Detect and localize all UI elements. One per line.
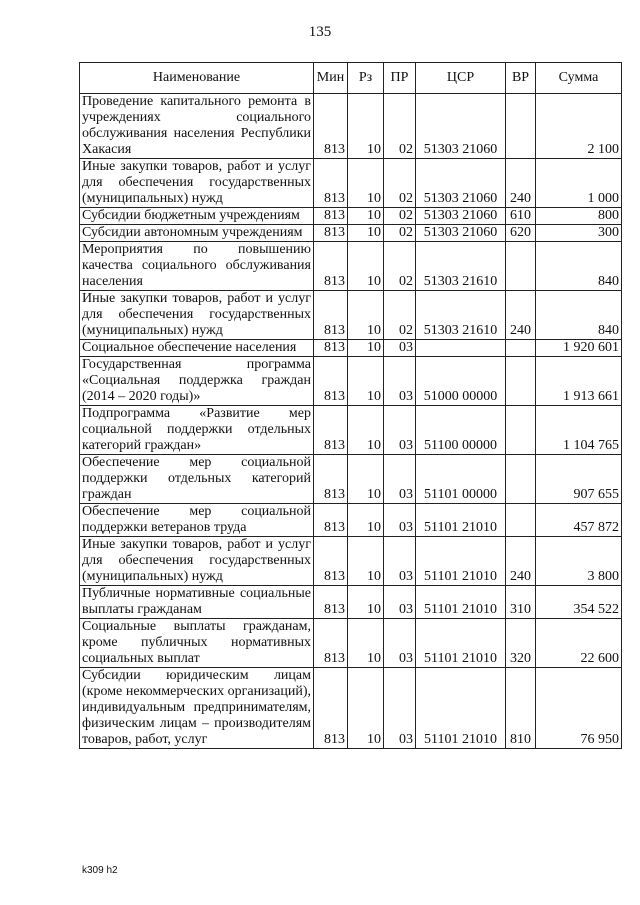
cell-pr: 03 <box>384 668 416 749</box>
cell-min: 813 <box>314 668 348 749</box>
cell-min: 813 <box>314 208 348 225</box>
cell-name: Проведение капитального ремонта в учреждениях социального обслуживания населения Республики Хакасия <box>80 94 314 159</box>
table-body <box>80 94 622 749</box>
cell-vr: 810 <box>506 668 536 749</box>
cell-csr: 51101 00000 <box>416 455 506 504</box>
cell-pr: 03 <box>384 537 416 586</box>
cell-sum: 354 522 <box>536 586 622 619</box>
cell-name: Субсидии автономным учреждениям <box>80 225 314 242</box>
cell-pr: 03 <box>384 586 416 619</box>
cell-rz: 10 <box>348 619 384 668</box>
cell-name: Государственная программа «Социальная поддержка граждан (2014 – 2020 годы)» <box>80 357 314 406</box>
table-row <box>80 455 622 504</box>
header-sum: Сумма <box>536 63 622 94</box>
cell-min: 813 <box>314 159 348 208</box>
cell-min: 813 <box>314 357 348 406</box>
cell-vr <box>506 340 536 357</box>
cell-csr: 51303 21060 <box>416 225 506 242</box>
cell-vr <box>506 242 536 291</box>
cell-name: Иные закупки товаров, работ и услуг для обеспечения государственных (муниципальных) нужд <box>80 291 314 340</box>
cell-csr: 51303 21610 <box>416 242 506 291</box>
cell-pr: 03 <box>384 619 416 668</box>
cell-min: 813 <box>314 619 348 668</box>
cell-csr: 51100 00000 <box>416 406 506 455</box>
header-vr: ВР <box>506 63 536 94</box>
cell-name: Обеспечение мер социальной поддержки ветеранов труда <box>80 504 314 537</box>
table-header <box>80 63 622 94</box>
cell-name: Социальное обеспечение населения <box>80 340 314 357</box>
cell-vr: 320 <box>506 619 536 668</box>
cell-vr: 610 <box>506 208 536 225</box>
cell-min: 813 <box>314 537 348 586</box>
cell-min: 813 <box>314 504 348 537</box>
cell-min: 813 <box>314 455 348 504</box>
cell-csr: 51303 21060 <box>416 208 506 225</box>
cell-sum: 1 913 661 <box>536 357 622 406</box>
cell-csr <box>416 340 506 357</box>
cell-name: Подпрограмма «Развитие мер социальной поддержки отдельных категорий граждан» <box>80 406 314 455</box>
cell-rz: 10 <box>348 504 384 537</box>
cell-sum: 1 000 <box>536 159 622 208</box>
cell-vr <box>506 504 536 537</box>
cell-csr: 51303 21610 <box>416 291 506 340</box>
cell-rz: 10 <box>348 291 384 340</box>
cell-min: 813 <box>314 340 348 357</box>
cell-rz: 10 <box>348 208 384 225</box>
cell-rz: 10 <box>348 455 384 504</box>
cell-sum: 1 920 601 <box>536 340 622 357</box>
cell-rz: 10 <box>348 668 384 749</box>
footer-code: k309 h2 <box>82 865 118 876</box>
cell-min: 813 <box>314 586 348 619</box>
header-name: Наименование <box>80 63 314 94</box>
cell-min: 813 <box>314 225 348 242</box>
cell-name: Иные закупки товаров, работ и услуг для обеспечения государственных (муниципальных) нужд <box>80 537 314 586</box>
cell-rz: 10 <box>348 94 384 159</box>
cell-rz: 10 <box>348 159 384 208</box>
cell-pr: 03 <box>384 357 416 406</box>
cell-min: 813 <box>314 291 348 340</box>
cell-rz: 10 <box>348 340 384 357</box>
cell-csr: 51303 21060 <box>416 94 506 159</box>
cell-name: Субсидии юридическим лицам (кроме некоммерческих организаций), индивидуальным предпринимателям, физическим лицам – производителям товаров, работ, услуг <box>80 668 314 749</box>
cell-vr: 240 <box>506 291 536 340</box>
cell-vr: 240 <box>506 537 536 586</box>
cell-sum: 76 950 <box>536 668 622 749</box>
table-row <box>80 504 622 537</box>
table-row <box>80 406 622 455</box>
cell-sum: 3 800 <box>536 537 622 586</box>
cell-sum: 840 <box>536 242 622 291</box>
cell-pr: 02 <box>384 291 416 340</box>
cell-vr <box>506 357 536 406</box>
cell-sum: 907 655 <box>536 455 622 504</box>
cell-csr: 51101 21010 <box>416 537 506 586</box>
cell-sum: 457 872 <box>536 504 622 537</box>
table-row <box>80 357 622 406</box>
table-row <box>80 340 622 357</box>
cell-rz: 10 <box>348 357 384 406</box>
cell-vr: 310 <box>506 586 536 619</box>
table-row <box>80 242 622 291</box>
table-row <box>80 159 622 208</box>
cell-pr: 02 <box>384 225 416 242</box>
header-rz: Рз <box>348 63 384 94</box>
header-min: Мин <box>314 63 348 94</box>
table-row <box>80 94 622 159</box>
cell-pr: 03 <box>384 455 416 504</box>
cell-pr: 02 <box>384 159 416 208</box>
cell-name: Субсидии бюджетным учреждениям <box>80 208 314 225</box>
cell-pr: 03 <box>384 406 416 455</box>
header-row <box>80 63 622 94</box>
page-number: 135 <box>308 24 332 40</box>
cell-csr: 51101 21010 <box>416 668 506 749</box>
cell-sum: 1 104 765 <box>536 406 622 455</box>
cell-csr: 51101 21010 <box>416 504 506 537</box>
cell-min: 813 <box>314 94 348 159</box>
cell-csr: 51101 21010 <box>416 586 506 619</box>
cell-pr: 02 <box>384 242 416 291</box>
table-row <box>80 619 622 668</box>
cell-name: Иные закупки товаров, работ и услуг для обеспечения государственных (муниципальных) нужд <box>80 159 314 208</box>
header-pr: ПР <box>384 63 416 94</box>
table-row <box>80 291 622 340</box>
table-row <box>80 537 622 586</box>
cell-sum: 2 100 <box>536 94 622 159</box>
budget-table <box>79 62 622 749</box>
cell-sum: 840 <box>536 291 622 340</box>
cell-csr: 51101 21010 <box>416 619 506 668</box>
cell-min: 813 <box>314 406 348 455</box>
cell-rz: 10 <box>348 537 384 586</box>
cell-name: Обеспечение мер социальной поддержки отдельных категорий граждан <box>80 455 314 504</box>
cell-pr: 03 <box>384 504 416 537</box>
cell-vr: 240 <box>506 159 536 208</box>
cell-rz: 10 <box>348 586 384 619</box>
table-row <box>80 208 622 225</box>
cell-vr <box>506 455 536 504</box>
cell-name: Публичные нормативные социальные выплаты гражданам <box>80 586 314 619</box>
cell-sum: 800 <box>536 208 622 225</box>
cell-rz: 10 <box>348 225 384 242</box>
cell-name: Мероприятия по повышению качества социального обслуживания населения <box>80 242 314 291</box>
cell-vr <box>506 406 536 455</box>
cell-pr: 02 <box>384 94 416 159</box>
cell-vr: 620 <box>506 225 536 242</box>
cell-min: 813 <box>314 242 348 291</box>
cell-sum: 22 600 <box>536 619 622 668</box>
cell-pr: 02 <box>384 208 416 225</box>
cell-name: Социальные выплаты гражданам, кроме публичных нормативных социальных выплат <box>80 619 314 668</box>
cell-csr: 51000 00000 <box>416 357 506 406</box>
table-row <box>80 586 622 619</box>
table-row <box>80 668 622 749</box>
table-row <box>80 225 622 242</box>
header-csr: ЦСР <box>416 63 506 94</box>
cell-rz: 10 <box>348 406 384 455</box>
cell-vr <box>506 94 536 159</box>
cell-rz: 10 <box>348 242 384 291</box>
cell-sum: 300 <box>536 225 622 242</box>
cell-pr: 03 <box>384 340 416 357</box>
cell-csr: 51303 21060 <box>416 159 506 208</box>
